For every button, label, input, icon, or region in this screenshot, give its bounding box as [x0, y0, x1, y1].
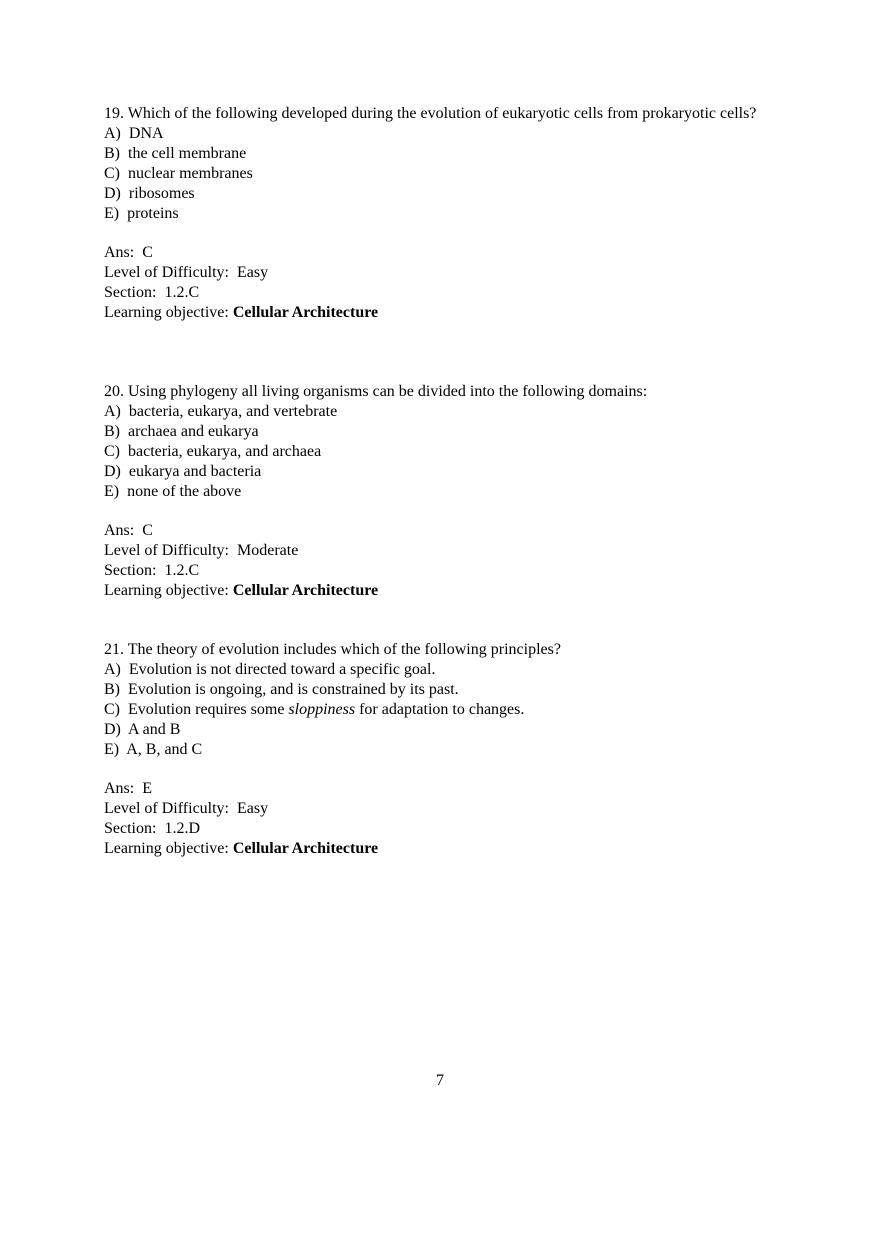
spacer	[104, 760, 784, 779]
objective-line	[104, 839, 784, 859]
option-a: A) Evolution is not directed toward a specific goal.	[104, 661, 436, 678]
option-c	[104, 700, 784, 720]
option-c: C) bacteria, eukarya, and archaea	[104, 443, 322, 460]
section-line: Section: 1.2.C	[104, 562, 200, 579]
difficulty-line: Level of Difficulty: Easy	[104, 800, 269, 817]
option-b: B) the cell membrane	[104, 145, 247, 162]
option-c: C) nuclear membranes	[104, 165, 253, 182]
objective-label: Learning objective:	[104, 304, 233, 321]
question-stem: 19. Which of the following developed during the evolution of eukaryotic cells from prokaryotic cells?	[104, 105, 757, 122]
answer-line: Ans: E	[104, 780, 152, 797]
spacer	[104, 224, 784, 243]
objective-line	[104, 303, 784, 323]
option-a: A) bacteria, eukarya, and vertebrate	[104, 403, 338, 420]
option-d: D) ribosomes	[104, 185, 195, 202]
objective-value: Cellular Architecture	[232, 304, 379, 321]
option-e: E) none of the above	[104, 483, 242, 500]
option-d: D) A and B	[104, 721, 181, 738]
spacer	[104, 502, 784, 521]
option-b: B) archaea and eukarya	[104, 423, 259, 440]
section-line: Section: 1.2.D	[104, 820, 200, 837]
option-d: D) eukarya and bacteria	[104, 463, 262, 480]
question-stem: 21. The theory of evolution includes which of the following principles?	[104, 641, 561, 658]
question-19	[104, 104, 784, 323]
difficulty-line: Level of Difficulty: Easy	[104, 264, 269, 281]
option-c-suffix: for adaptation to changes.	[355, 701, 525, 718]
question-21	[104, 640, 784, 859]
page-number: 7	[436, 1072, 444, 1089]
question-20	[104, 382, 784, 601]
answer-line: Ans: C	[104, 522, 153, 539]
option-e: E) proteins	[104, 205, 179, 222]
question-stem: 20. Using phylogeny all living organisms can be divided into the following domains:	[104, 383, 648, 400]
answer-line: Ans: C	[104, 244, 153, 261]
objective-line	[104, 581, 784, 601]
section-line: Section: 1.2.C	[104, 284, 200, 301]
option-b: B) Evolution is ongoing, and is constrained by its past.	[104, 681, 459, 698]
option-e: E) A, B, and C	[104, 741, 203, 758]
objective-value: Cellular Architecture	[232, 582, 379, 599]
objective-label: Learning objective:	[104, 840, 233, 857]
option-a: A) DNA	[104, 125, 164, 142]
objective-value: Cellular Architecture	[232, 840, 379, 857]
objective-label: Learning objective:	[104, 582, 233, 599]
option-c-prefix: C) Evolution requires some	[104, 701, 289, 718]
difficulty-line: Level of Difficulty: Moderate	[104, 542, 299, 559]
option-c-emphasis: sloppiness	[288, 701, 356, 718]
